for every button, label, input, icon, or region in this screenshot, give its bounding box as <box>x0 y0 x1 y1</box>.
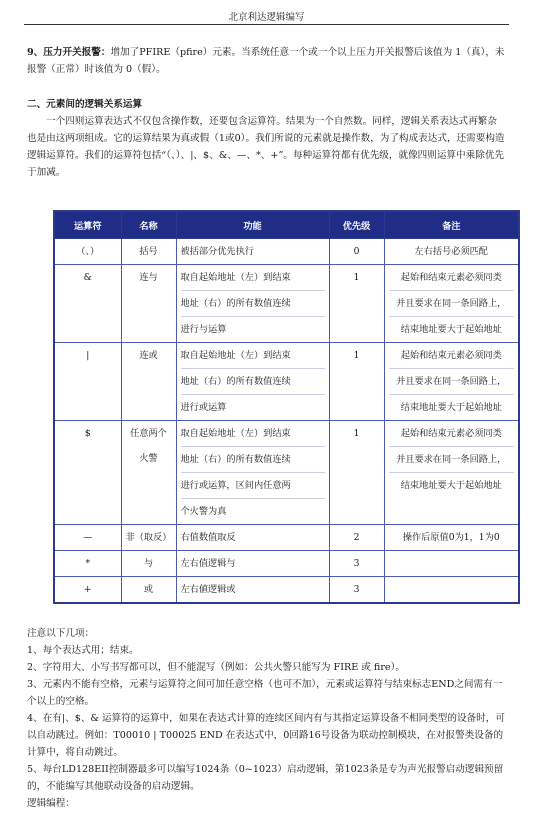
cell-name <box>121 265 176 343</box>
cell-priority: 2 <box>329 525 384 551</box>
cell-remark-line: 结束地址要大于起始地址 <box>400 324 502 335</box>
cell-priority: 1 <box>329 421 384 525</box>
cell-function <box>176 265 329 343</box>
cell-function-line: 地址（右）的所有数值连续 <box>181 291 325 317</box>
cell-function-line: 右值数值取反 <box>180 532 236 543</box>
cell-remark-line: 左右括号必须匹配 <box>414 246 488 257</box>
cell-name-line: 与 <box>143 558 154 569</box>
cell-remark <box>384 577 519 604</box>
cell-function <box>176 577 329 604</box>
cell-name <box>121 577 176 604</box>
section-9-title: 9、压力开关报警： <box>27 47 111 58</box>
cell-name-line: 非（取反） <box>125 532 172 543</box>
cell-operator: （、） <box>54 239 121 265</box>
section-2-body: 一个四则运算表达式不仅包含操作数，还要包含运算符。结果为一个自然数。同样，逻辑关系表达式再繁杂也是由这两项组成。它的运算结果为真或假（1或0）。我们所说的元素就是操作数，为了构成表达式，还需要构造逻辑运算符。我们的运算符包括“（、）、|、$、&、—、*、+”。每种运算符都有优先级，就像四则运算中乘除优先于加减。 <box>27 116 505 178</box>
table-header-row <box>54 211 519 239</box>
cell-priority: 1 <box>329 265 384 343</box>
header-remark: 备注 <box>384 211 519 239</box>
cell-name <box>121 551 176 577</box>
cell-name-line: 或 <box>143 584 154 595</box>
cell-remark-line: 起始和结束元素必须同类 <box>389 343 515 369</box>
cell-priority: 3 <box>329 551 384 577</box>
cell-remark <box>384 551 519 577</box>
cell-remark-line: 结束地址要大于起始地址 <box>400 402 502 413</box>
note-item: 3、元素内不能有空格，元素与运算符之间可加任意空格（也可不加），元素或运算符与结束标志END之间需有一个以上的空格。 <box>27 679 503 707</box>
table-row <box>54 551 519 577</box>
notes-heading: 注意以下几项： <box>27 628 95 639</box>
cell-function-line: 进行与运算 <box>180 324 227 335</box>
cell-operator: * <box>54 551 121 577</box>
cell-name <box>121 343 176 421</box>
cell-remark <box>384 525 519 551</box>
cell-remark <box>384 421 519 525</box>
cell-function <box>176 525 329 551</box>
cell-function-line: 被括部分优先执行 <box>180 246 254 257</box>
section-2-title: 二、元素间的逻辑关系运算 <box>27 99 143 110</box>
header-name: 名称 <box>121 211 176 239</box>
section-9-body: 增加了PFIRE（pfire）元素。当系统任意一个或一个以上压力开关报警后该值为 1（真），未报警（正常）时该值为 0（假）。 <box>27 47 505 75</box>
cell-function-line: 左右值逻辑与 <box>180 558 236 569</box>
table-row <box>54 577 519 604</box>
table-row <box>54 239 519 265</box>
cell-function-line: 进行或运算，区间内任意两 <box>181 473 325 499</box>
cell-name <box>121 421 176 525</box>
cell-operator: + <box>54 577 121 604</box>
table-row <box>54 343 519 421</box>
note-item: 4、在有|、$、& 运算符的运算中，如果在表达式计算的连续区间内有与其指定运算设备不相同类型的设备时，可以自动跳过。例如：T00010 | T00025 END 在表达式中，0回路16号设备为联动控制模块，在对报警类设备的计算中，将自动跳过。 <box>27 713 505 758</box>
cell-remark-line: 起始和结束元素必须同类 <box>389 265 515 291</box>
cell-name-line: 连与 <box>139 272 158 283</box>
cell-remark <box>384 265 519 343</box>
cell-function-line: 个火警为真 <box>180 506 227 517</box>
cell-function-line: 取自起始地址（左）到结束 <box>181 421 325 447</box>
cell-operator: — <box>54 525 121 551</box>
cell-function-line: 左右値逻辑或 <box>180 584 236 595</box>
header-rule <box>24 24 509 25</box>
cell-priority: 0 <box>329 239 384 265</box>
page-header: 北京利达逻辑编写 <box>228 12 305 23</box>
cell-function <box>176 239 329 265</box>
header-operator: 运算符 <box>54 211 121 239</box>
section-9-paragraph <box>27 44 506 78</box>
cell-remark-line: 起始和结束元素必须同类 <box>389 421 515 447</box>
note-item: 1、每个表达式用；结束。 <box>27 645 139 656</box>
cell-name-line: 连或 <box>139 350 158 361</box>
cell-remark <box>384 343 519 421</box>
note-item: 5、每台LD128EII控制器最多可以编写1024条（0~1023）启动逻辑，第1023条是专为声光报警启动逻辑预留的，不能编写其他联动设备的启动逻辑。 <box>27 764 504 792</box>
note-item: 2、字符用大、小写书写都可以，但不能混写（例如：公共火警只能写为 FIRE 或 fire）。 <box>27 662 405 673</box>
cell-function <box>176 551 329 577</box>
table-body <box>54 239 519 604</box>
cell-name <box>121 239 176 265</box>
notes-section <box>27 625 511 812</box>
cell-remark <box>384 239 519 265</box>
cell-name <box>121 525 176 551</box>
cell-operator: | <box>54 343 121 421</box>
cell-function-line: 地址（右）的所有数值连续 <box>181 447 325 473</box>
cell-function-line: 地址（右）的所有数值连续 <box>181 369 325 395</box>
cell-function <box>176 343 329 421</box>
cell-remark-line: 并且要求在同一条回路上， <box>389 447 515 473</box>
table-row <box>54 525 519 551</box>
cell-priority: 3 <box>329 577 384 604</box>
cell-function-line: 取自起始地址（左）到结束 <box>181 265 325 291</box>
cell-function-line: 进行或运算 <box>180 402 227 413</box>
cell-remark-line: 操作后原值0为1，1为0 <box>402 532 500 543</box>
cell-function-line: 取自起始地址（左）到结束 <box>181 343 325 369</box>
table-row <box>54 421 519 525</box>
header-priority: 优先级 <box>329 211 384 239</box>
header-function: 功能 <box>176 211 329 239</box>
cell-name-line: 括号 <box>139 246 158 257</box>
cell-function <box>176 421 329 525</box>
cell-operator: $ <box>54 421 121 525</box>
cell-remark-line: 结束地址要大于起始地址 <box>400 480 502 491</box>
table-row <box>54 265 519 343</box>
logic-programming-label: 逻辑编程： <box>27 798 75 809</box>
cell-remark-line: 并且要求在同一条回路上， <box>389 369 515 395</box>
cell-name-line: 任意两个 <box>130 428 167 439</box>
operator-table <box>53 210 520 604</box>
cell-operator: & <box>54 265 121 343</box>
cell-name-line: 火警 <box>139 453 158 464</box>
cell-remark-line: 并且要求在同一条回路上， <box>389 291 515 317</box>
cell-priority: 1 <box>329 343 384 421</box>
